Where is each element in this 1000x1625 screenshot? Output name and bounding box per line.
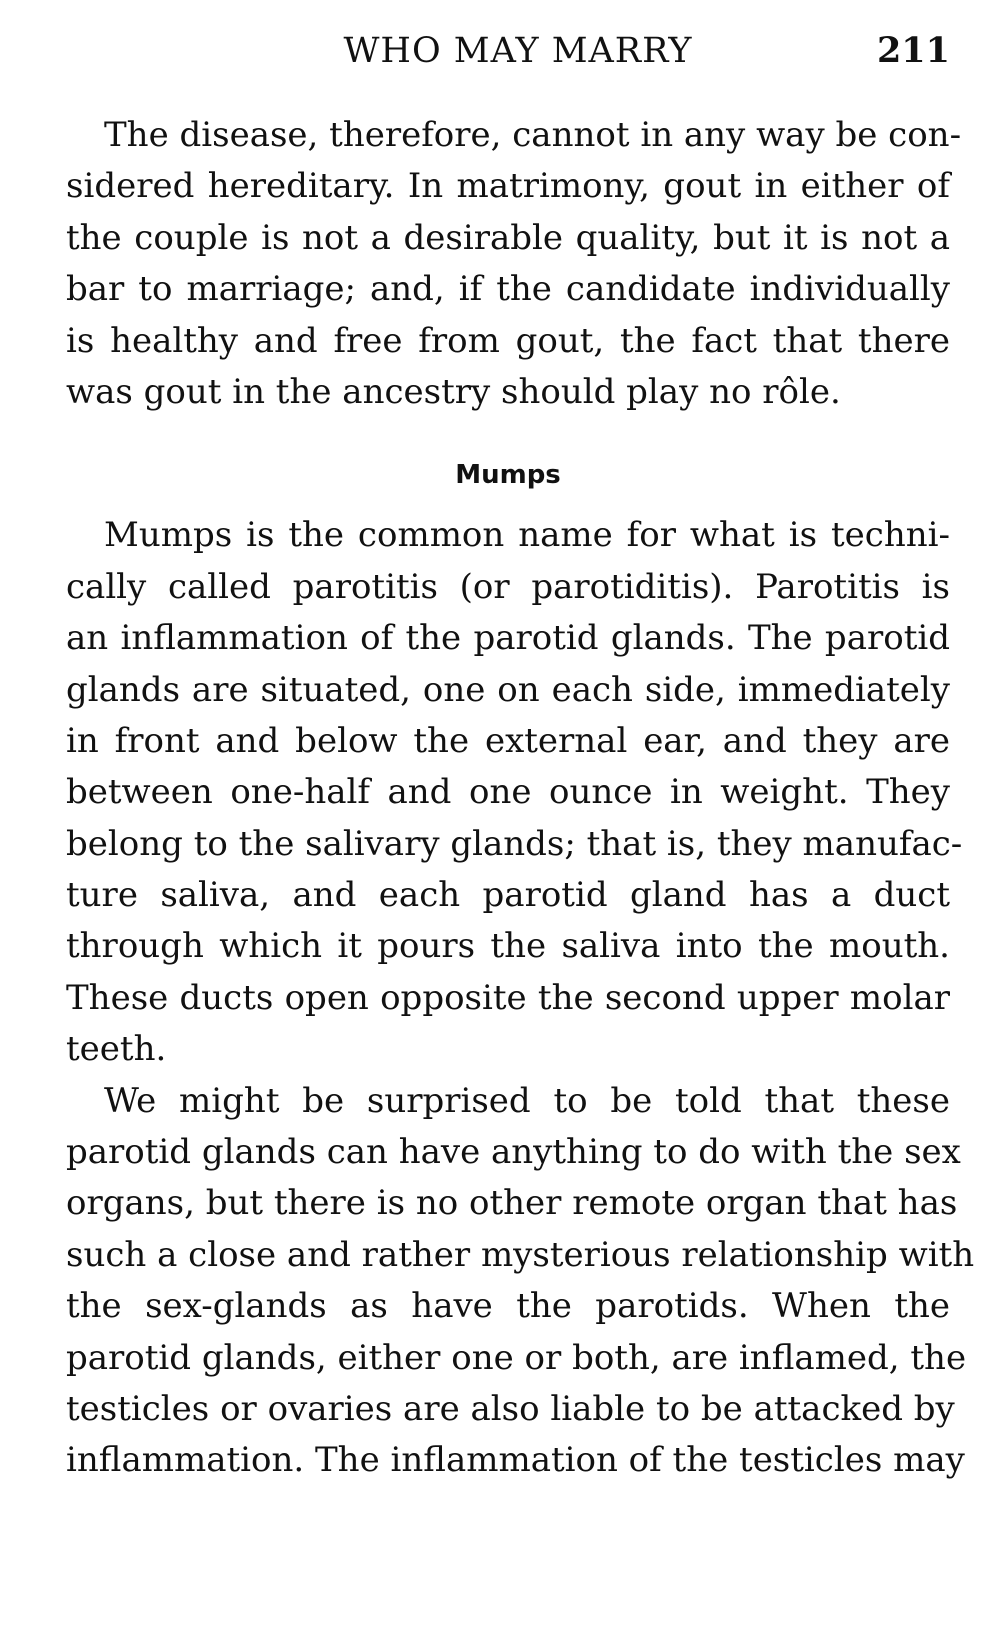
text-line: belong to the salivary glands; that is, they manufac- xyxy=(66,823,963,864)
text-line: parotid glands, either one or both, are inflamed, the xyxy=(66,1337,967,1378)
text-line: bar to marriage; and, if the candidate individually xyxy=(66,269,950,310)
text-line: the couple is not a desirable quality, but it is not a xyxy=(66,217,950,258)
text-line: sidered hereditary. In matrimony, gout in either of xyxy=(66,166,950,207)
text-line: through which it pours the saliva into the mouth. xyxy=(66,926,950,967)
text-line: such a close and rather mysterious relationship with xyxy=(66,1234,975,1275)
text-line: These ducts open opposite the second upper molar xyxy=(66,977,950,1018)
text-line: glands are situated, one on each side, immediately xyxy=(66,669,950,710)
text-line: ture saliva, and each parotid gland has a duct xyxy=(66,875,950,916)
page-number: 211 xyxy=(876,30,950,71)
text-line: the sex-glands as have the parotids. When the xyxy=(66,1286,950,1327)
text-line: between one-half and one ounce in weight. They xyxy=(66,772,950,813)
section-heading: Mumps xyxy=(455,460,561,491)
body-text xyxy=(66,110,975,1487)
text-line: We might be surprised to be told that these xyxy=(104,1080,950,1121)
text-line: testicles or ovaries are also liable to be attacked by xyxy=(66,1388,955,1429)
text-line: was gout in the ancestry should play no rôle. xyxy=(66,371,841,412)
paragraph-gout xyxy=(66,110,962,418)
text-line: organs, but there is no other remote organ that has xyxy=(66,1183,958,1224)
text-line: The disease, therefore, cannot in any way be con- xyxy=(104,115,962,155)
text-line: parotid glands can have anything to do with the sex xyxy=(66,1132,961,1173)
text-line: inflammation. The inflammation of the testicles may xyxy=(66,1440,965,1481)
text-line: in front and below the external ear, and they are xyxy=(66,720,950,761)
text-line: is healthy and free from gout, the fact that there xyxy=(66,320,950,361)
text-line: teeth. xyxy=(66,1029,167,1070)
paragraph-mumps-definition xyxy=(66,510,963,1075)
running-head xyxy=(66,26,950,76)
text-line: Mumps is the common name for what is techni- xyxy=(104,515,950,556)
text-line: an inflammation of the parotid glands. The parotid xyxy=(66,618,950,659)
paragraph-parotid-relationship xyxy=(66,1076,975,1487)
text-line: cally called parotitis (or parotiditis). Parotitis is xyxy=(66,566,950,607)
running-title: WHO MAY MARRY xyxy=(343,31,693,71)
